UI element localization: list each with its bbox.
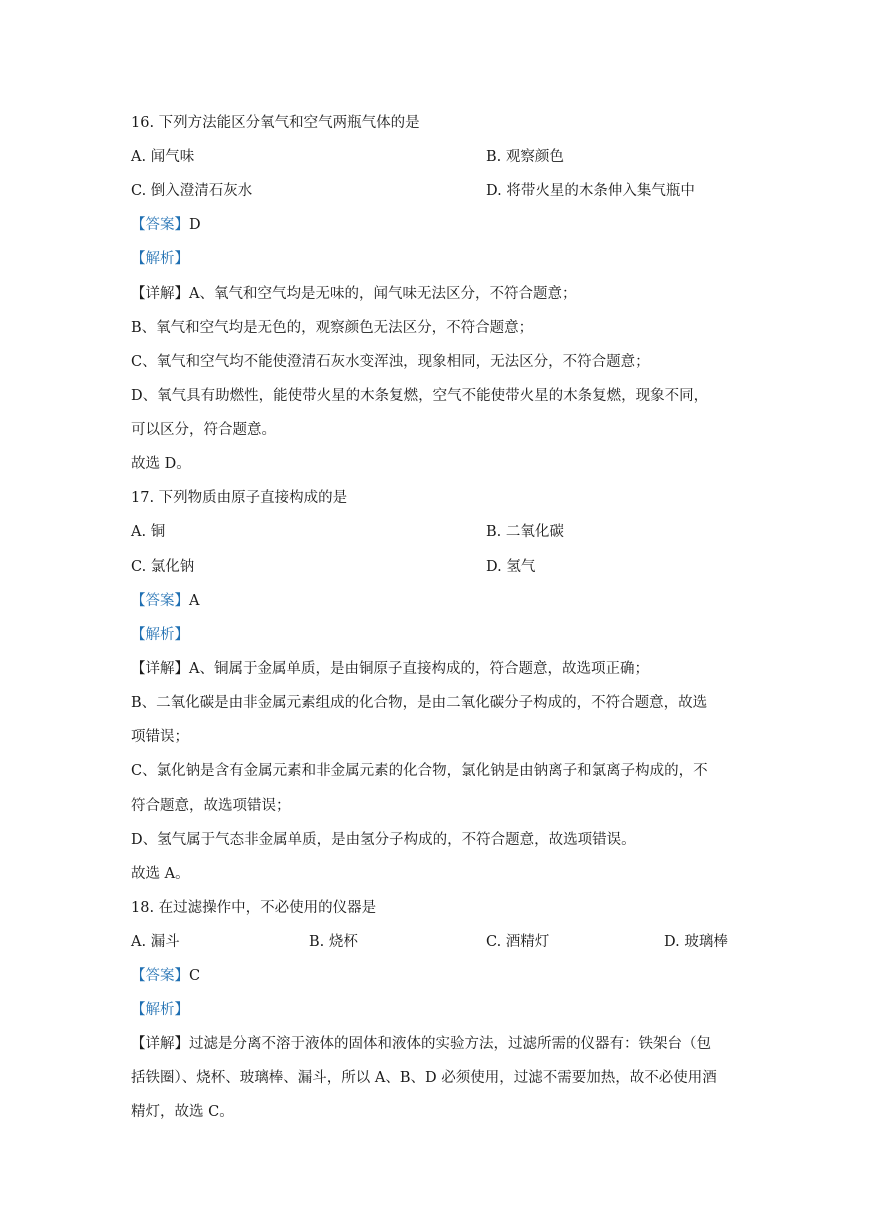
q17-detail-line: 项错误； [131,729,189,745]
q18-option-c: C. 酒精灯 [486,934,550,950]
q18-detail-line: 精灯，故选 C。 [131,1104,234,1120]
answer-tag: 【答案】 [131,593,189,609]
answer-value: D [189,217,201,233]
q16-detail-line: D、氧气具有助燃性，能使带火星的木条复燃，空气不能使带火星的木条复燃，现象不同， [131,388,709,404]
q18-option-d: D. 玻璃棒 [664,934,728,950]
q16-analysis-tag: 【解析】 [131,251,189,267]
q16-answer [131,215,201,235]
detail-tag: 【详解】 [131,286,189,302]
q17-option-d: D. 氢气 [486,559,536,575]
detail-text: 过滤是分离不溶于液体的固体和液体的实验方法，过滤所需的仪器有：铁架台（包 [189,1036,711,1052]
q16-detail-line [131,284,576,304]
q17-detail-line [131,659,649,679]
q18-option-a: A. 漏斗 [131,934,180,950]
q16-detail-line: 可以区分，符合题意。 [131,422,276,438]
q16-conclusion: 故选 D。 [131,456,191,472]
q17-option-c: C. 氯化钠 [131,559,195,575]
q17-option-a: A. 铜 [131,524,166,540]
answer-tag: 【答案】 [131,968,189,984]
detail-tag: 【详解】 [131,661,189,677]
q16-detail-line: C、氧气和空气均不能使澄清石灰水变浑浊，现象相同，无法区分，不符合题意； [131,354,650,370]
answer-value: C [189,968,201,984]
q17-option-b: B. 二氧化碳 [486,524,564,540]
q16-option-a: A. 闻气味 [131,149,195,165]
q18-analysis-tag: 【解析】 [131,1002,189,1018]
q17-conclusion: 故选 A。 [131,866,190,882]
answer-value: A [189,593,200,609]
q17-answer [131,591,199,611]
q16-detail-line: B、氧气和空气均是无色的，观察颜色无法区分，不符合题意； [131,320,534,336]
q16-option-d: D. 将带火星的木条伸入集气瓶中 [486,183,695,199]
q17-analysis-tag: 【解析】 [131,627,189,643]
q18-option-b: B. 烧杯 [309,934,358,950]
q18-answer [131,966,200,986]
q16-option-c: C. 倒入澄清石灰水 [131,183,253,199]
q17-detail-line: C、氯化钠是含有金属元素和非金属元素的化合物，氯化钠是由钠离子和氯离子构成的，不 [131,763,708,779]
question-17-stem: 17. 下列物质由原子直接构成的是 [131,490,348,506]
q18-detail-line [131,1034,711,1054]
q18-detail-line: 括铁圈）、烧杯、玻璃棒、漏斗，所以 A、B、D 必须使用，过滤不需要加热，故不必使用酒 [131,1070,717,1086]
q17-detail-line: 符合题意，故选项错误； [131,798,291,814]
q16-option-b: B. 观察颜色 [486,149,564,165]
question-16-stem: 16. 下列方法能区分氧气和空气两瓶气体的是 [131,115,420,131]
q17-detail-line: B、二氧化碳是由非金属元素组成的化合物，是由二氧化碳分子构成的，不符合题意，故选 [131,695,708,711]
q17-detail-line: D、氢气属于气态非金属单质，是由氢分子构成的，不符合题意，故选项错误。 [131,832,636,848]
question-18-stem: 18. 在过滤操作中，不必使用的仪器是 [131,900,377,916]
detail-text: A、铜属于金属单质，是由铜原子直接构成的，符合题意，故选项正确； [189,661,649,677]
answer-tag: 【答案】 [131,217,189,233]
detail-tag: 【详解】 [131,1036,189,1052]
detail-text: A、氧气和空气均是无味的，闻气味无法区分，不符合题意； [189,286,577,302]
